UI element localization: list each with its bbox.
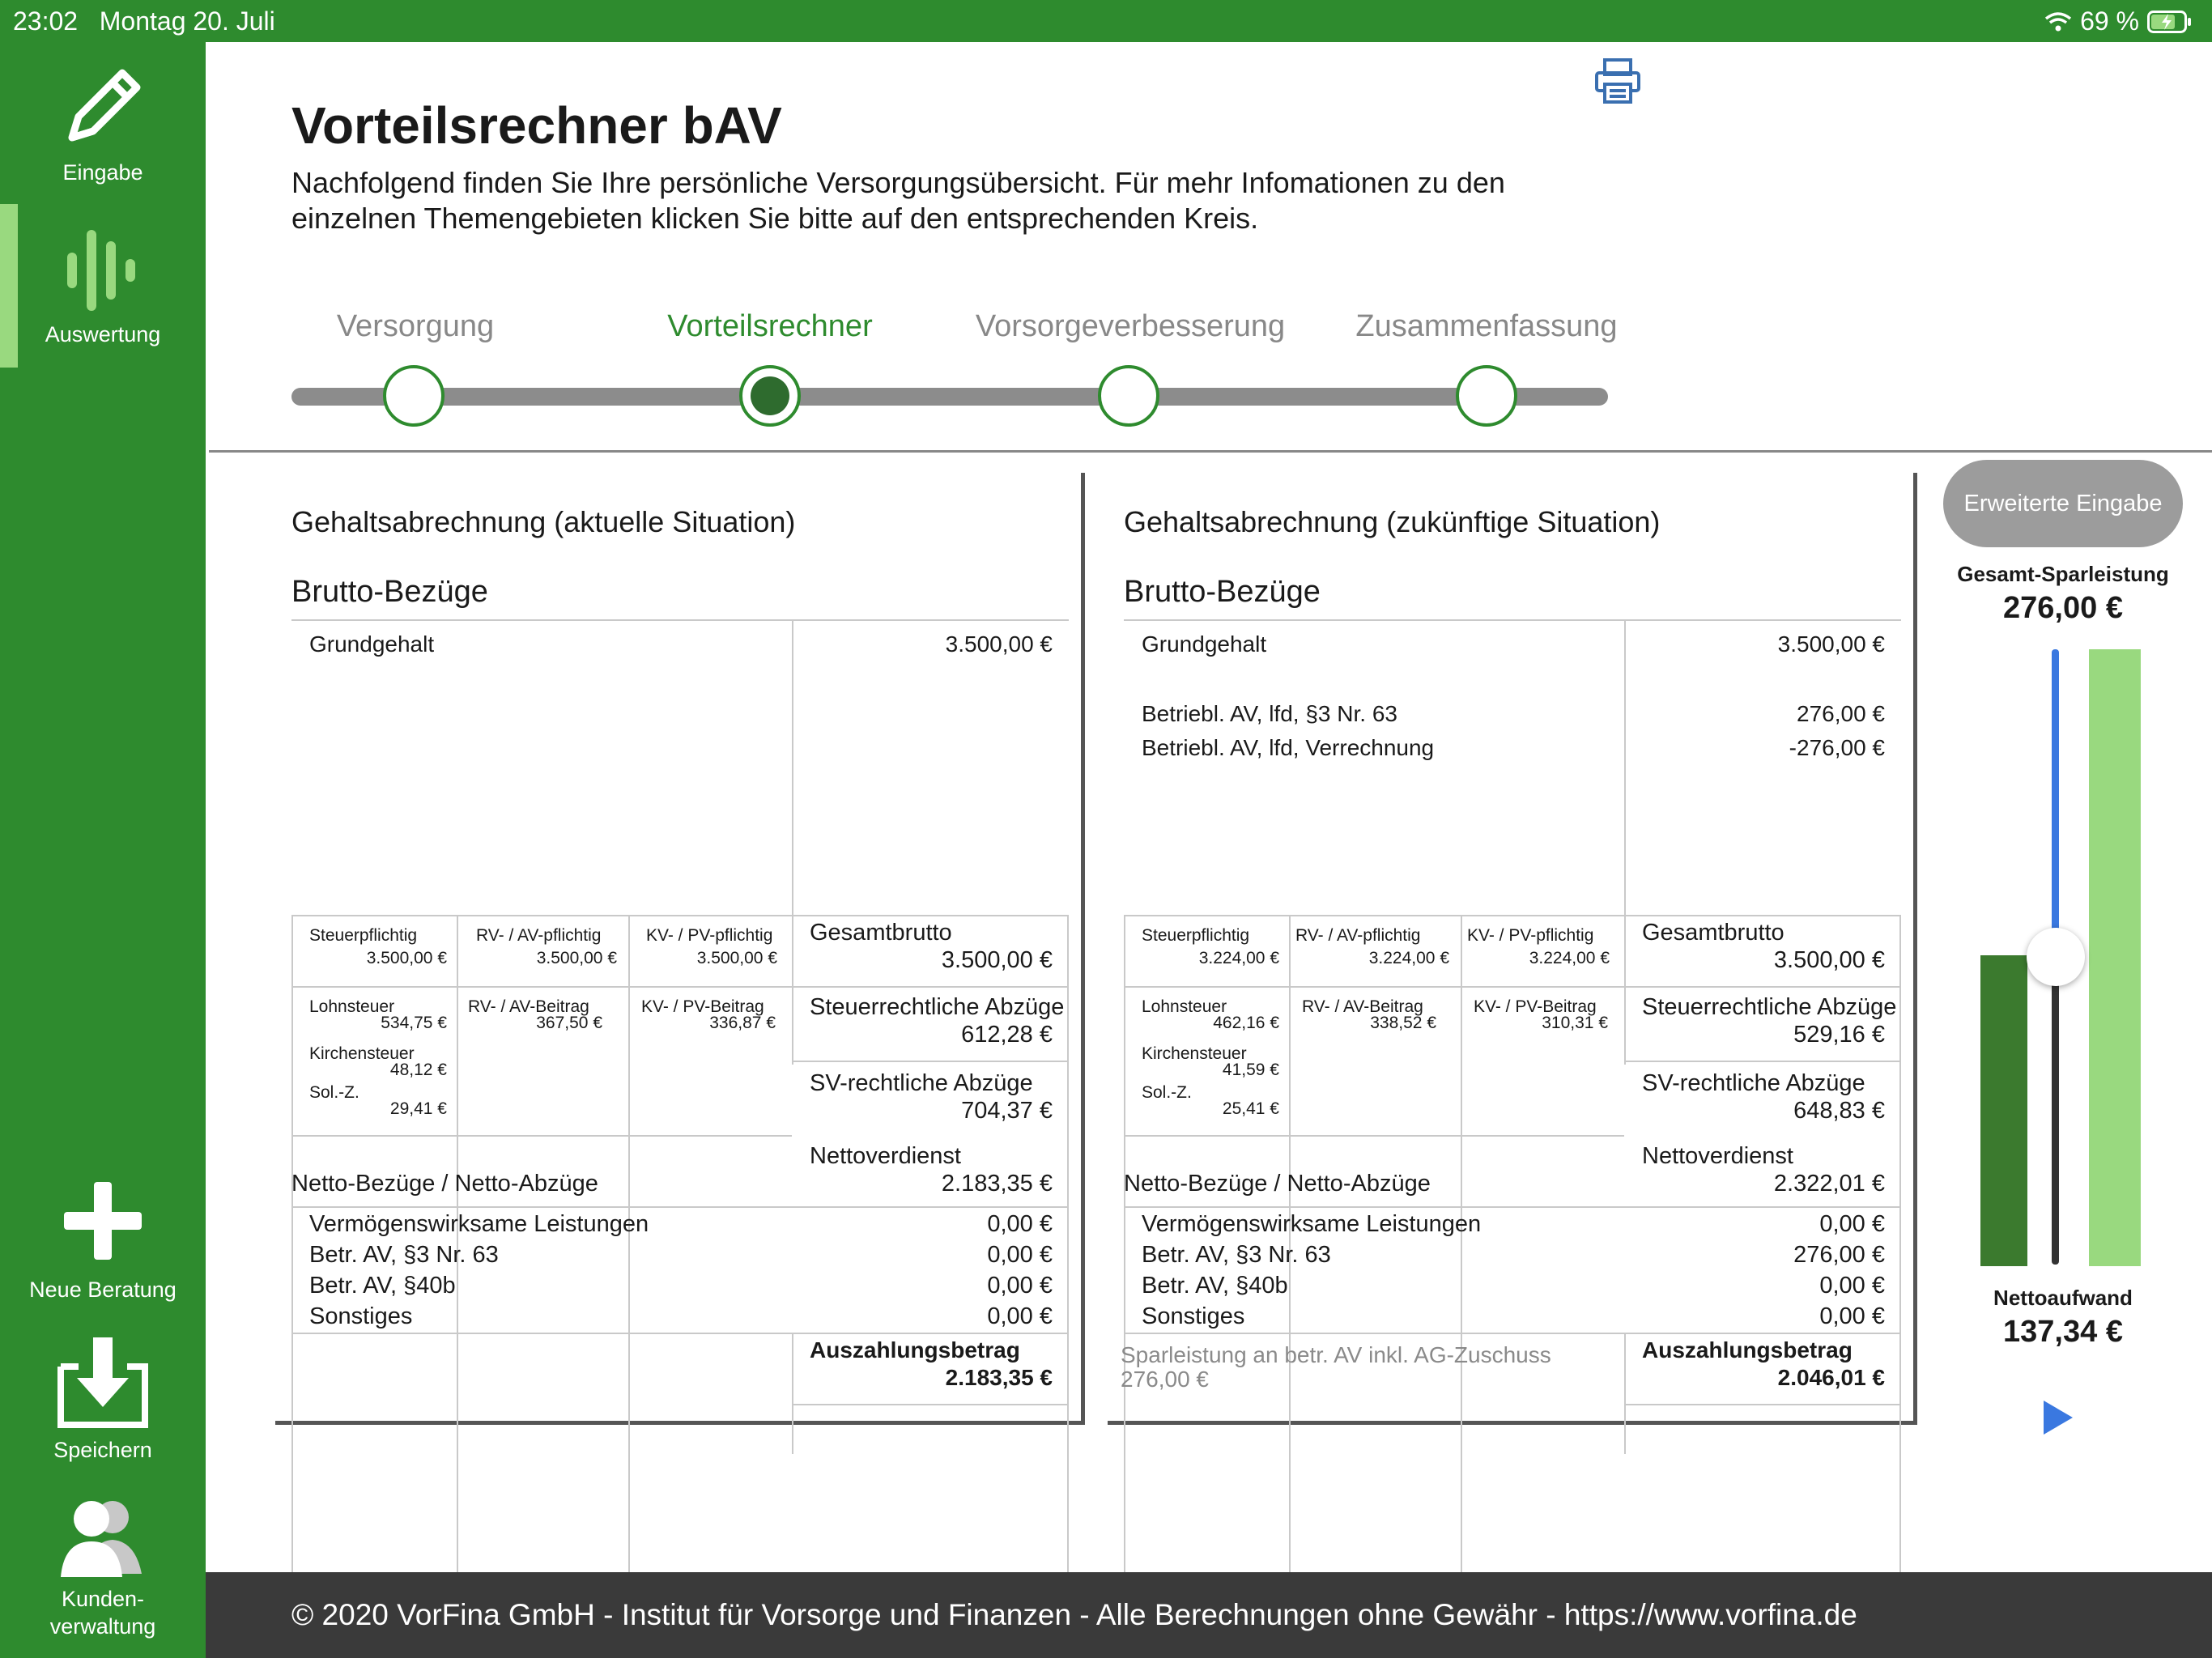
solz-value: 25,41 € (1222, 1099, 1279, 1118)
vwl-value: 0,00 € (987, 1211, 1053, 1237)
bav40b-label: Betr. AV, §40b (309, 1273, 456, 1299)
divider (1624, 621, 1626, 1065)
slider-track-active[interactable] (2052, 649, 2059, 954)
sv-abzuege-value: 704,37 € (961, 1098, 1053, 1124)
gesamtbrutto-label: Gesamtbrutto (1642, 920, 1784, 946)
slider-track[interactable] (2052, 954, 2059, 1265)
sonstiges-value: 0,00 € (1819, 1303, 1885, 1329)
status-bar (0, 0, 2212, 42)
sidebar-item-label: Eingabe (62, 160, 143, 185)
print-icon[interactable] (1592, 57, 1644, 105)
sidebar-label-line1: Kunden- (61, 1587, 145, 1611)
divider (1461, 915, 1462, 1608)
bav40b-value: 0,00 € (987, 1273, 1053, 1299)
sv-abzuege-label: SV-rechtliche Abzüge (810, 1070, 1033, 1096)
panel-title: Gehaltsabrechnung (zukünftige Situation) (1124, 505, 1661, 538)
auszahlung-label: Auszahlungsbetrag (1642, 1337, 1853, 1363)
nettoverdienst-value: 2.183,35 € (941, 1171, 1053, 1197)
auszahlung-label: Auszahlungsbetrag (810, 1337, 1020, 1363)
kvbeitrag-value: 336,87 € (709, 1014, 776, 1032)
bav-lfd-value: 276,00 € (1797, 701, 1885, 726)
kirchensteuer-label: Kirchensteuer (1142, 1044, 1247, 1063)
plus-icon (54, 1172, 151, 1269)
footer-text: © 2020 VorFina GmbH - Institut für Vorsorge und Finanzen - Alle Berechnungen ohne Gewähr - https://www.vorfina.de (291, 1598, 1857, 1631)
nettoaufwand-label: Nettoaufwand (1993, 1286, 2133, 1310)
grundgehalt-label: Grundgehalt (1142, 631, 1267, 657)
solz-value: 29,41 € (389, 1099, 447, 1118)
divider (291, 1206, 1069, 1208)
kirchensteuer-label: Kirchensteuer (309, 1044, 415, 1063)
nettoverdienst-label: Nettoverdienst (810, 1143, 961, 1169)
rvbeitrag-value: 367,50 € (536, 1014, 602, 1032)
divider (1624, 1404, 1901, 1405)
sidebar-item-neue-beratung[interactable] (0, 1172, 206, 1303)
auszahlung-value: 2.046,01 € (1777, 1365, 1885, 1390)
bav63-value: 0,00 € (987, 1242, 1053, 1268)
sonstiges-label: Sonstiges (1142, 1303, 1245, 1329)
lohnsteuer-value: 534,75 € (381, 1014, 447, 1032)
stpfl-value: 3.224,00 € (1198, 949, 1279, 967)
sidebar-item-auswertung[interactable] (0, 222, 206, 347)
divider (628, 915, 630, 1608)
divider (1124, 915, 1901, 916)
divider (1124, 915, 1125, 1608)
stpfl-label: Steuerpflichtig (309, 926, 418, 945)
gesamtbrutto-label: Gesamtbrutto (810, 920, 952, 946)
kvpfl-value: 3.224,00 € (1529, 949, 1610, 967)
play-icon[interactable] (2040, 1397, 2076, 1438)
divider (1624, 1333, 1626, 1454)
solz-label: Sol.-Z. (309, 1083, 359, 1102)
step-label-zusammenfassung[interactable]: Zusammenfassung (1355, 309, 1618, 343)
kirchensteuer-value: 48,12 € (389, 1061, 447, 1079)
steuer-abzuege-value: 529,16 € (1793, 1022, 1885, 1048)
divider (291, 915, 1069, 916)
sv-abzuege-value: 648,83 € (1793, 1098, 1885, 1124)
kvbeitrag-value: 310,31 € (1542, 1014, 1608, 1032)
kvpfl-value: 3.500,00 € (696, 949, 777, 967)
kvbeitrag-label: KV- / PV-Beitrag (1474, 997, 1597, 1016)
kvpfl-label: KV- / PV-pflichtig (1467, 926, 1594, 945)
nettoaufwand-bar (1980, 955, 2027, 1266)
panel-future-situation (1108, 473, 1917, 1425)
rvbeitrag-label: RV- / AV-Beitrag (468, 997, 589, 1016)
step-dot-versorgung[interactable] (383, 365, 445, 427)
sonstiges-value: 0,00 € (987, 1303, 1053, 1329)
rvpfl-value: 3.500,00 € (536, 949, 617, 967)
download-icon (54, 1334, 151, 1431)
status-right (2044, 6, 2193, 36)
lohnsteuer-label: Lohnsteuer (309, 997, 395, 1016)
grundgehalt-value: 3.500,00 € (945, 631, 1053, 657)
divider (1067, 1333, 1069, 1454)
gesamtbrutto-value: 3.500,00 € (941, 947, 1053, 973)
gesamt-sparleistung-label: Gesamt-Sparleistung (1957, 562, 2169, 586)
bav-verrechnung-value: -276,00 € (1789, 735, 1885, 760)
divider (792, 1404, 1069, 1405)
gesamt-sparleistung-value: 276,00 € (2003, 591, 2123, 625)
rvpfl-value: 3.224,00 € (1368, 949, 1449, 967)
stpfl-label: Steuerpflichtig (1142, 926, 1250, 945)
erweiterte-eingabe-button[interactable]: Erweiterte Eingabe (1943, 460, 2183, 547)
sidebar-item-speichern[interactable] (0, 1334, 206, 1463)
step-label-versorgung[interactable]: Versorgung (336, 309, 495, 343)
vwl-value: 0,00 € (1819, 1211, 1885, 1237)
divider (1124, 619, 1901, 621)
sidebar-item-eingabe[interactable] (0, 58, 206, 185)
rvbeitrag-label: RV- / AV-Beitrag (1302, 997, 1423, 1016)
battery-icon (2147, 11, 2193, 33)
divider (291, 619, 1069, 621)
footer (206, 1572, 2212, 1658)
pencil-icon (54, 58, 151, 155)
steuer-abzuege-label: Steuerrechtliche Abzüge (810, 994, 1065, 1020)
slider-handle[interactable] (2027, 928, 2085, 986)
divider (1899, 1333, 1901, 1454)
kvpfl-label: KV- / PV-pflichtig (646, 926, 773, 945)
battery-percent: 69 % (2080, 6, 2139, 36)
gesamtbrutto-value: 3.500,00 € (1773, 947, 1885, 973)
step-dot-zusammenfassung[interactable] (1456, 365, 1517, 427)
divider (792, 1333, 793, 1454)
sidebar-item-label (0, 1585, 206, 1640)
solz-label: Sol.-Z. (1142, 1083, 1192, 1102)
sidebar-item-kundenverwaltung[interactable] (0, 1493, 206, 1640)
netto-title: Netto-Bezüge / Netto-Abzüge (291, 1171, 598, 1197)
nettoverdienst-value: 2.322,01 € (1773, 1171, 1885, 1197)
step-dot-vorteilsrechner[interactable] (739, 365, 801, 427)
divider (1124, 986, 1901, 988)
grundgehalt-label: Grundgehalt (309, 631, 435, 657)
divider (1124, 1333, 1901, 1334)
kirchensteuer-value: 41,59 € (1222, 1061, 1279, 1079)
grundgehalt-value: 3.500,00 € (1777, 631, 1885, 657)
status-time-date (13, 6, 275, 36)
lohnsteuer-value: 462,16 € (1213, 1014, 1279, 1032)
steuer-abzuege-value: 612,28 € (961, 1022, 1053, 1048)
divider (1124, 1206, 1901, 1208)
intro-line1: Nachfolgend finden Sie Ihre persönliche Versorgungsübersicht. Für mehr Infomationen zu den (291, 166, 1505, 199)
nettoverdienst-label: Nettoverdienst (1642, 1143, 1793, 1169)
brutto-title: Brutto-Bezüge (1124, 575, 1321, 609)
panel-current-situation (275, 473, 1085, 1425)
bav63-label: Betr. AV, §3 Nr. 63 (309, 1242, 499, 1268)
divider (1067, 915, 1069, 1608)
sidebar-item-label: Auswertung (45, 322, 161, 346)
waveform-icon (54, 222, 151, 319)
status-time: 23:02 (13, 6, 79, 36)
stepper-track-left (291, 388, 772, 406)
brutto-title: Brutto-Bezüge (291, 575, 488, 609)
divider (209, 450, 2212, 453)
divider (792, 1061, 1069, 1062)
sidebar-item-label: Neue Beratung (29, 1278, 177, 1302)
sidebar (0, 42, 206, 1658)
divider (1124, 1135, 1624, 1137)
bav-lfd-label: Betriebl. AV, lfd, §3 Nr. 63 (1142, 701, 1397, 726)
divider (291, 986, 1069, 988)
sv-abzuege-label: SV-rechtliche Abzüge (1642, 1070, 1865, 1096)
divider (1899, 915, 1901, 1608)
sparleistung-bar (2089, 649, 2141, 1266)
step-dot-vorsorgeverbesserung[interactable] (1098, 365, 1159, 427)
vwl-label: Vermögenswirksame Leistungen (309, 1211, 649, 1237)
bav63-label: Betr. AV, §3 Nr. 63 (1142, 1242, 1331, 1268)
sidebar-item-label: Speichern (53, 1438, 152, 1462)
bav63-value: 276,00 € (1793, 1242, 1885, 1268)
page-title: Vorteilsrechner bAV (291, 96, 782, 155)
divider (792, 621, 793, 1065)
panel-title: Gehaltsabrechnung (aktuelle Situation) (291, 505, 796, 538)
status-date: Montag 20. Juli (99, 6, 275, 36)
stpfl-value: 3.500,00 € (366, 949, 447, 967)
divider (1624, 1061, 1901, 1062)
lohnsteuer-label: Lohnsteuer (1142, 997, 1227, 1016)
wifi-icon (2044, 11, 2072, 32)
sonstiges-label: Sonstiges (309, 1303, 413, 1329)
steuer-abzuege-label: Steuerrechtliche Abzüge (1642, 994, 1897, 1020)
users-icon (54, 1493, 151, 1582)
divider (291, 1333, 1069, 1334)
intro-line2: einzelnen Themengebieten klicken Sie bitte auf den entsprechenden Kreis. (291, 202, 1259, 235)
auszahlung-value: 2.183,35 € (945, 1365, 1053, 1390)
page-intro (291, 165, 1652, 236)
bav40b-label: Betr. AV, §40b (1142, 1273, 1288, 1299)
step-label-vorteilsrechner[interactable]: Vorteilsrechner (667, 309, 873, 343)
sparleistung-label: Sparleistung an betr. AV inkl. AG-Zuschuss (1121, 1342, 1551, 1367)
kvbeitrag-label: KV- / PV-Beitrag (641, 997, 764, 1016)
bav-verrechnung-label: Betriebl. AV, lfd, Verrechnung (1142, 735, 1435, 760)
divider (291, 915, 293, 1608)
vwl-label: Vermögenswirksame Leistungen (1142, 1211, 1482, 1237)
rvbeitrag-value: 338,52 € (1370, 1014, 1436, 1032)
bav40b-value: 0,00 € (1819, 1273, 1885, 1299)
rvpfl-label: RV- / AV-pflichtig (476, 926, 602, 945)
sidebar-label-line2: verwaltung (49, 1614, 156, 1639)
divider (291, 1135, 792, 1137)
nettoaufwand-value: 137,34 € (2003, 1315, 2123, 1349)
step-label-vorsorgeverbesserung[interactable]: Vorsorgeverbesserung (975, 309, 1286, 343)
rvpfl-label: RV- / AV-pflichtig (1295, 926, 1421, 945)
sparleistung-value: 276,00 € (1121, 1367, 1209, 1392)
netto-title: Netto-Bezüge / Netto-Abzüge (1124, 1171, 1431, 1197)
